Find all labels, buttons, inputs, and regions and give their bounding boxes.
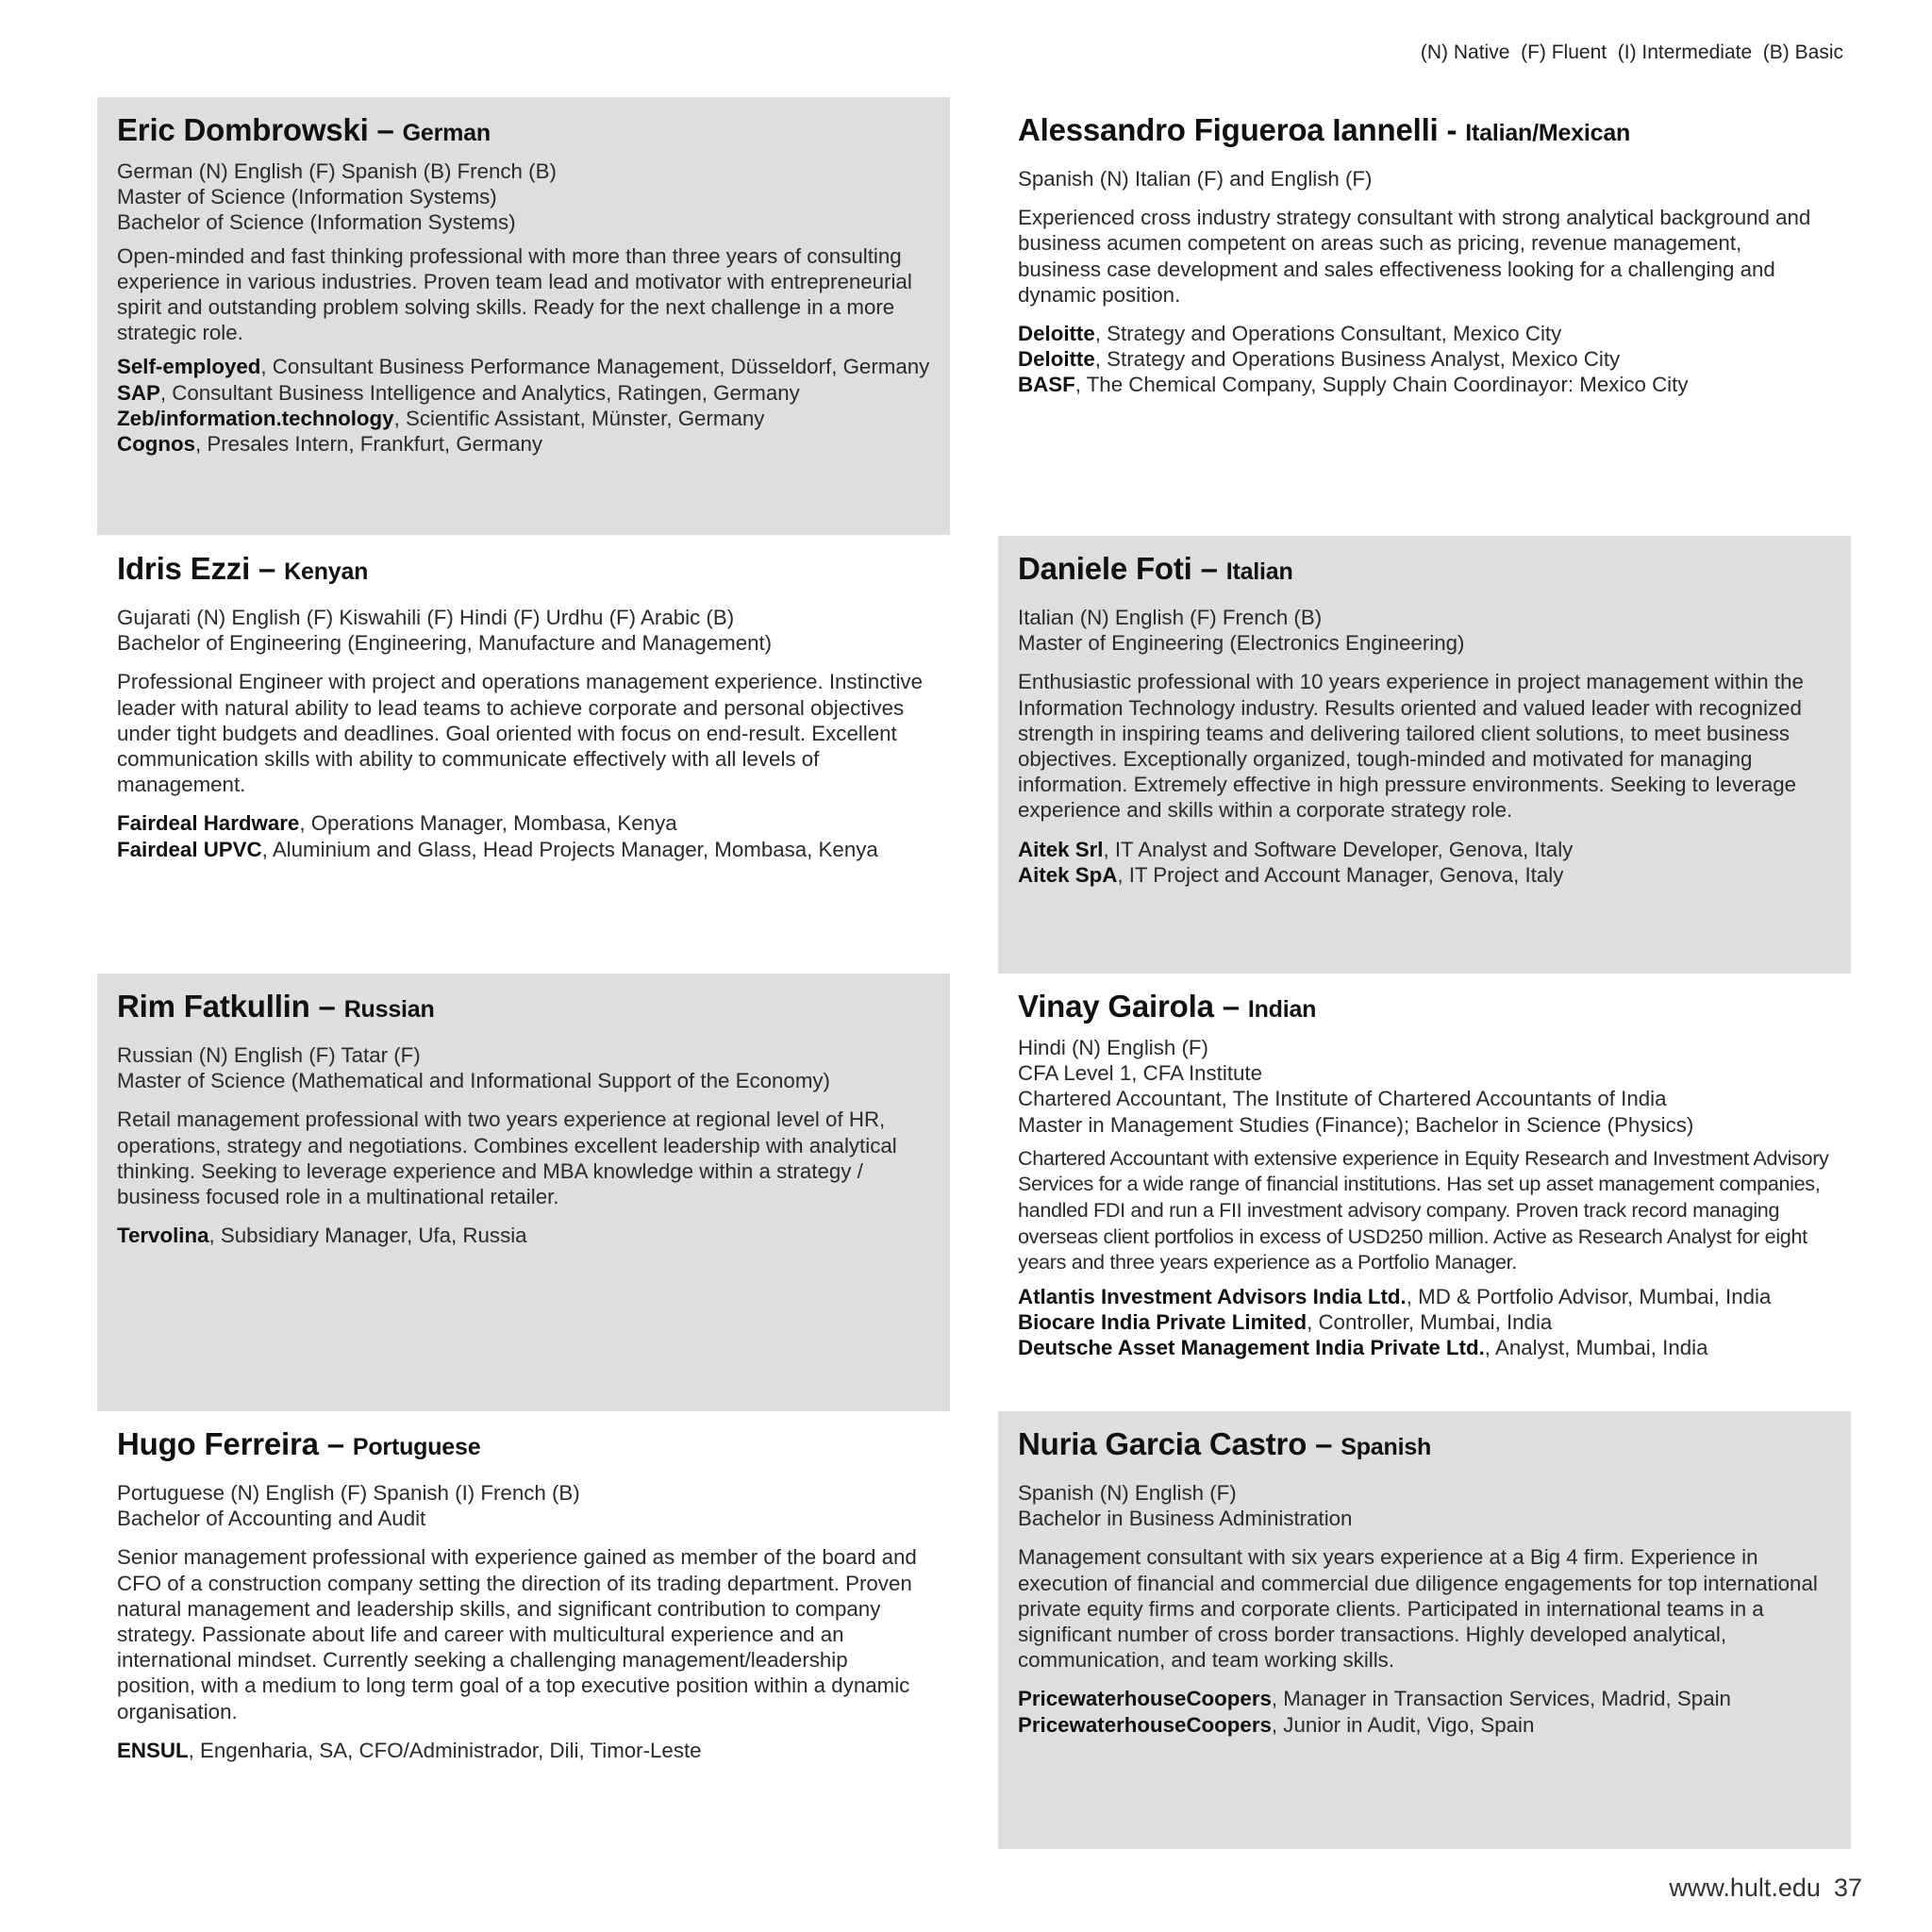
profile-summary: Experienced cross industry strategy consultant with strong analytical background and business acumen competent on areas such as pricing, revenue management, business case development and sales effectiveness looking for a challenging and dynamic position. [1018,206,1811,307]
profile-nationality: Portuguese [352,1434,481,1460]
profile-nationality: Italian [1225,558,1293,585]
profile-summary: Chartered Accountant with extensive experience in Equity Research and Investment Advisory Services for a wide range of financial institutions. Has set up asset management companies, handled FDI and run a FII investment advisory company. Proven track record managing overseas client portfolios in excess of USD250 million. Active as Research Analyst for eight years and three years experience as a Portfolio Manager. [1018,1145,1829,1274]
experience-item: Fairdeal UPVC, Aluminium and Glass, Head Projects Manager, Mombasa, Kenya [117,837,878,861]
profile-experience [117,810,929,861]
profile-credentials: Russian (N) English (F) Tatar (F) Master of Science (Mathematical and Informational Support of the Economy) [117,1043,830,1093]
profile-card [97,97,950,535]
profile-credentials: Spanish (N) Italian (F) and English (F) [1018,167,1373,191]
language-legend: (N) Native (F) Fluent (I) Intermediate (B) Basic [1420,42,1843,63]
profile-card [998,974,1851,1411]
experience-item: Self-employed, Consultant Business Performance Management, Düsseldorf, Germany [117,355,930,379]
profile-heading: Nuria Garcia Castro – Spanish [1018,1426,1432,1461]
profile-summary: Professional Engineer with project and operations management experience. Instinctive leader with natural ability to lead teams to achieve corporate and personal objectives under tight budgets and deadlines. Goal oriented with focus on end-result. Excellent communication skills with ability to communicate effectively with all levels of management. [117,670,923,797]
profile-card [97,974,950,1411]
profile-experience [117,1223,929,1248]
profile-summary: Senior management professional with experience gained as member of the board and CFO of a construction company setting the direction of its trading department. Proven natural management and leadership skills, and significant contribution to company strategy. Passionate about life and career with multicultural experience and an international mindset. Currently seeking a challenging management/leadership position, with a medium to long term goal of a top executive position within a dynamic organisation. [117,1545,917,1724]
profile-experience [1018,321,1830,398]
website-link[interactable]: www.hult.edu [1669,1874,1821,1902]
profile-credentials: German (N) English (F) Spanish (B) French (B) Master of Science (Information Systems) Bachelor of Science (Information Systems) [117,159,557,235]
profile-summary: Management consultant with six years experience at a Big 4 firm. Experience in execution of financial and commercial due diligence engagements for top international private equity firms and corporate clients. Participated in international teams in a significant number of cross border transactions. Highly developed analytical, communication, and team working skills. [1018,1545,1818,1673]
experience-item: SAP, Consultant Business Intelligence and Analytics, Ratingen, Germany [117,380,800,405]
profile-summary: Retail management professional with two years experience at regional level of HR, operations, strategy and negotiations. Combines excellent leadership with analytical thinking. Seeking to leverage experience and MBA knowledge within a strategy / business focused role in a multinational retailer. [117,1108,897,1209]
experience-item: Aitek Srl, IT Analyst and Software Developer, Genova, Italy [1018,837,1574,861]
experience-item: Tervolina, Subsidiary Manager, Ufa, Russia [117,1224,527,1248]
profile-nationality: Indian [1247,996,1317,1023]
experience-item: Deloitte, Strategy and Operations Business Analyst, Mexico City [1018,347,1621,372]
profile-nationality: Spanish [1341,1434,1432,1460]
profile-credentials: Spanish (N) English (F) Bachelor in Business Administration [1018,1481,1353,1531]
experience-item: PricewaterhouseCoopers, Manager in Transaction Services, Madrid, Spain [1018,1687,1731,1711]
profile-heading: Daniele Foti – Italian [1018,551,1293,586]
profile-experience [1018,837,1830,888]
profile-heading: Alessandro Figueroa Iannelli - Italian/Mexican [1018,112,1631,147]
experience-item: Fairdeal Hardware, Operations Manager, Mombasa, Kenya [117,811,677,836]
experience-item: Deutsche Asset Management India Private Ltd., Analyst, Mumbai, India [1018,1336,1708,1360]
experience-item: PricewaterhouseCoopers, Junior in Audit, Vigo, Spain [1018,1712,1535,1737]
profile-name: Vinay Gairola [1018,989,1214,1024]
experience-item: Deloitte, Strategy and Operations Consultant, Mexico City [1018,322,1562,346]
profile-heading: Eric Dombrowski – German [117,112,491,147]
experience-item: Atlantis Investment Advisors India Ltd., MD & Portfolio Advisor, Mumbai, India [1018,1284,1772,1308]
page-number: 37 [1833,1874,1862,1902]
profile-name: Daniele Foti [1018,551,1192,586]
profile-credentials: Italian (N) English (F) French (B) Master of Engineering (Electronics Engineering) [1018,606,1465,656]
profile-name: Rim Fatkullin [117,989,310,1024]
profile-name: Eric Dombrowski [117,112,369,147]
profile-experience [1018,1686,1830,1737]
experience-item: Zeb/information.technology, Scientific Assistant, Münster, Germany [117,406,765,430]
experience-item: Cognos, Presales Intern, Frankfurt, Germany [117,432,543,457]
experience-item: BASF, The Chemical Company, Supply Chain Coordinayor: Mexico City [1018,373,1689,397]
profile-card [998,97,1851,535]
profile-experience [117,354,929,457]
profile-card [998,536,1851,974]
profile-experience [117,1738,929,1763]
profile-experience [1018,1284,1830,1361]
profile-heading: Hugo Ferreira – Portuguese [117,1426,481,1461]
experience-item: Biocare India Private Limited, Controller, Mumbai, India [1018,1309,1553,1334]
profile-credentials: Portuguese (N) English (F) Spanish (I) French (B) Bachelor of Accounting and Audit [117,1481,580,1531]
profile-nationality: Russian [343,996,435,1023]
profile-name: Hugo Ferreira [117,1426,319,1461]
profile-card [97,536,950,974]
profile-name: Nuria Garcia Castro [1018,1426,1307,1461]
profile-heading: Idris Ezzi – Kenyan [117,551,369,586]
profile-nationality: Italian/Mexican [1465,120,1631,146]
profile-heading: Vinay Gairola – Indian [1018,989,1317,1024]
profile-nationality: Kenyan [284,558,369,585]
experience-item: ENSUL, Engenharia, SA, CFO/Administrador, Dili, Timor-Leste [117,1738,702,1762]
profile-credentials: Hindi (N) English (F) CFA Level 1, CFA Institute Chartered Accountant, The Institute of Chartered Accountants of India Master in Management Studies (Finance); Bachelor in Science (Physics) [1018,1036,1694,1137]
profile-nationality: German [402,120,491,146]
profile-heading: Rim Fatkullin – Russian [117,989,435,1024]
profile-name: Alessandro Figueroa Iannelli [1018,112,1439,147]
profile-credentials: Gujarati (N) English (F) Kiswahili (F) Hindi (F) Urdhu (F) Arabic (B) Bachelor of Engineering (Engineering, Manufacture and Management) [117,606,773,656]
profile-summary: Enthusiastic professional with 10 years experience in project management within the Information Technology industry. Results oriented and valued leader with recognized strength in inspiring teams and delivering tailored client solutions, to meet business objectives. Exceptionally organized, tough-minded and motivated for managing information. Extremely effective in high pressure environments. Seeking to leverage experience and skills within a corporate strategy role. [1018,670,1804,823]
profile-name: Idris Ezzi [117,551,251,586]
profile-card [998,1411,1851,1849]
profile-summary: Open-minded and fast thinking professional with more than three years of consulting experience in various industries. Proven team lead and motivator with entrepreneurial spirit and outstanding problem solving skills. Ready for the next challenge in a more strategic role. [117,243,912,345]
page-footer [1669,1874,1862,1903]
experience-item: Aitek SpA, IT Project and Account Manager, Genova, Italy [1018,862,1564,887]
profile-card [97,1411,950,1849]
